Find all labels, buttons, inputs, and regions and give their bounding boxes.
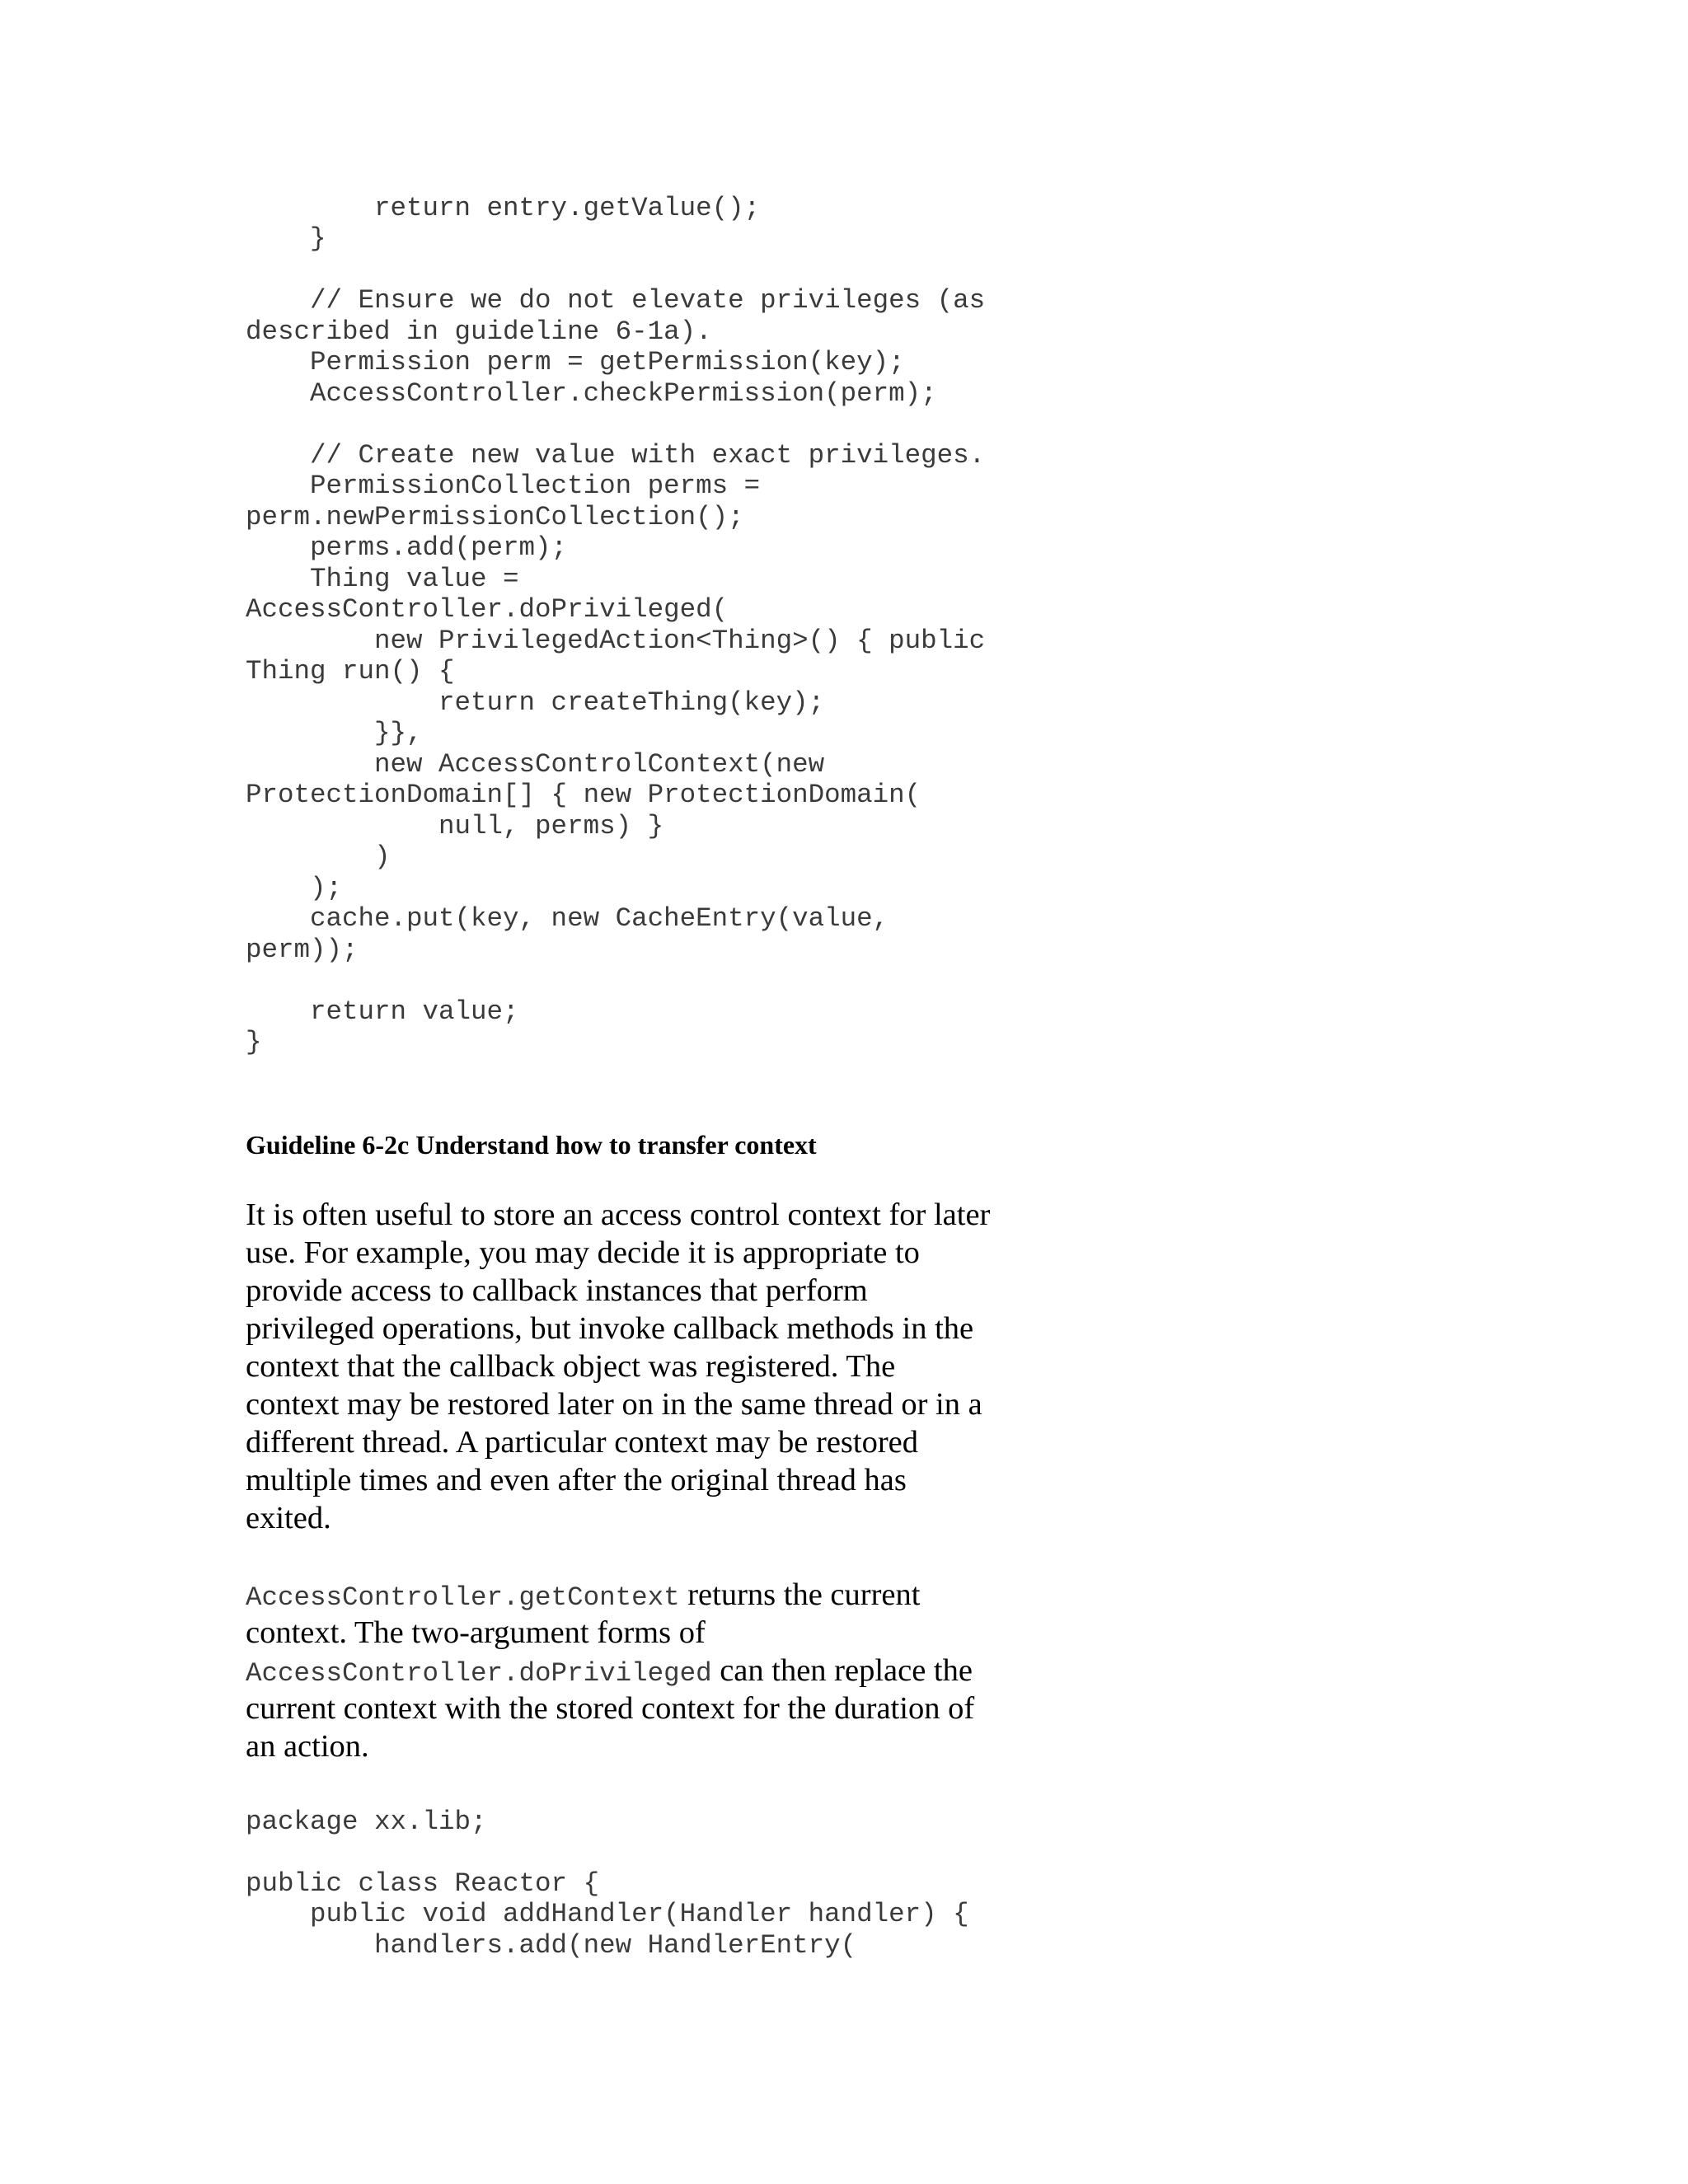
paragraph-line: exited. xyxy=(246,1501,331,1535)
code-line: return entry.getValue(); xyxy=(246,193,761,223)
code-line: public class Reactor { xyxy=(246,1868,600,1899)
code-line: return value; xyxy=(246,996,519,1027)
code-line: package xx.lib; xyxy=(246,1807,487,1837)
code-line: Thing run() { xyxy=(246,656,455,687)
code-line: return createThing(key); xyxy=(246,687,825,718)
paragraph-line: context may be restored later on in the same thread or in a xyxy=(246,1387,982,1422)
paragraph-line: It is often useful to store an access control context for later xyxy=(246,1197,991,1232)
paragraph-text: returns the current xyxy=(679,1577,921,1612)
code-line: PermissionCollection perms = xyxy=(246,471,761,501)
code-line: // Create new value with exact privileges. xyxy=(246,440,986,471)
code-line: ); xyxy=(246,873,343,903)
paragraph-line: context. The two-argument forms of xyxy=(246,1615,706,1650)
code-line: handlers.add(new HandlerEntry( xyxy=(246,1930,857,1961)
code-line: } xyxy=(246,223,326,254)
code-line: ) xyxy=(246,841,391,872)
paragraph-text: can then replace the xyxy=(711,1653,973,1688)
code-line: public void addHandler(Handler handler) { xyxy=(246,1899,969,1929)
code-line: Thing value = xyxy=(246,564,519,594)
paragraph-line: different thread. A particular context may be restored xyxy=(246,1425,919,1460)
inline-code: AccessController.getContext xyxy=(246,1582,680,1613)
code-line: null, perms) } xyxy=(246,811,664,841)
paragraph-line: current context with the stored context for the duration of xyxy=(246,1691,975,1726)
code-line: // Ensure we do not elevate privileges (as xyxy=(246,285,986,316)
paragraph-line: privileged operations, but invoke callback methods in the xyxy=(246,1311,974,1346)
paragraph-line xyxy=(246,1652,973,1693)
section-heading: Guideline 6-2c Understand how to transfer context xyxy=(246,1130,817,1160)
code-line: Permission perm = getPermission(key); xyxy=(246,347,905,377)
code-line: perms.add(perm); xyxy=(246,532,568,563)
paragraph-line: context that the callback object was registered. The xyxy=(246,1349,896,1384)
code-line: described in guideline 6-1a). xyxy=(246,316,712,347)
code-line: new PrivilegedAction<Thing>() { public xyxy=(246,626,986,656)
paragraph-line: multiple times and even after the original thread has xyxy=(246,1463,907,1497)
code-line: new AccessControlContext(new xyxy=(246,749,825,780)
paragraph-line: an action. xyxy=(246,1729,369,1764)
inline-code: AccessController.doPrivileged xyxy=(246,1658,712,1689)
paragraph-line xyxy=(246,1576,920,1617)
paragraph-line: use. For example, you may decide it is appropriate to xyxy=(246,1235,920,1270)
code-line: ProtectionDomain[] { new ProtectionDomain( xyxy=(246,780,921,810)
code-line: perm)); xyxy=(246,935,359,965)
code-line: AccessController.checkPermission(perm); xyxy=(246,378,937,409)
code-line: } xyxy=(246,1027,262,1057)
code-line: cache.put(key, new CacheEntry(value, xyxy=(246,903,889,934)
code-line: AccessController.doPrivileged( xyxy=(246,594,729,625)
code-line: }}, xyxy=(246,718,423,748)
code-line: perm.newPermissionCollection(); xyxy=(246,502,744,532)
paragraph-line: provide access to callback instances that perform xyxy=(246,1273,868,1308)
